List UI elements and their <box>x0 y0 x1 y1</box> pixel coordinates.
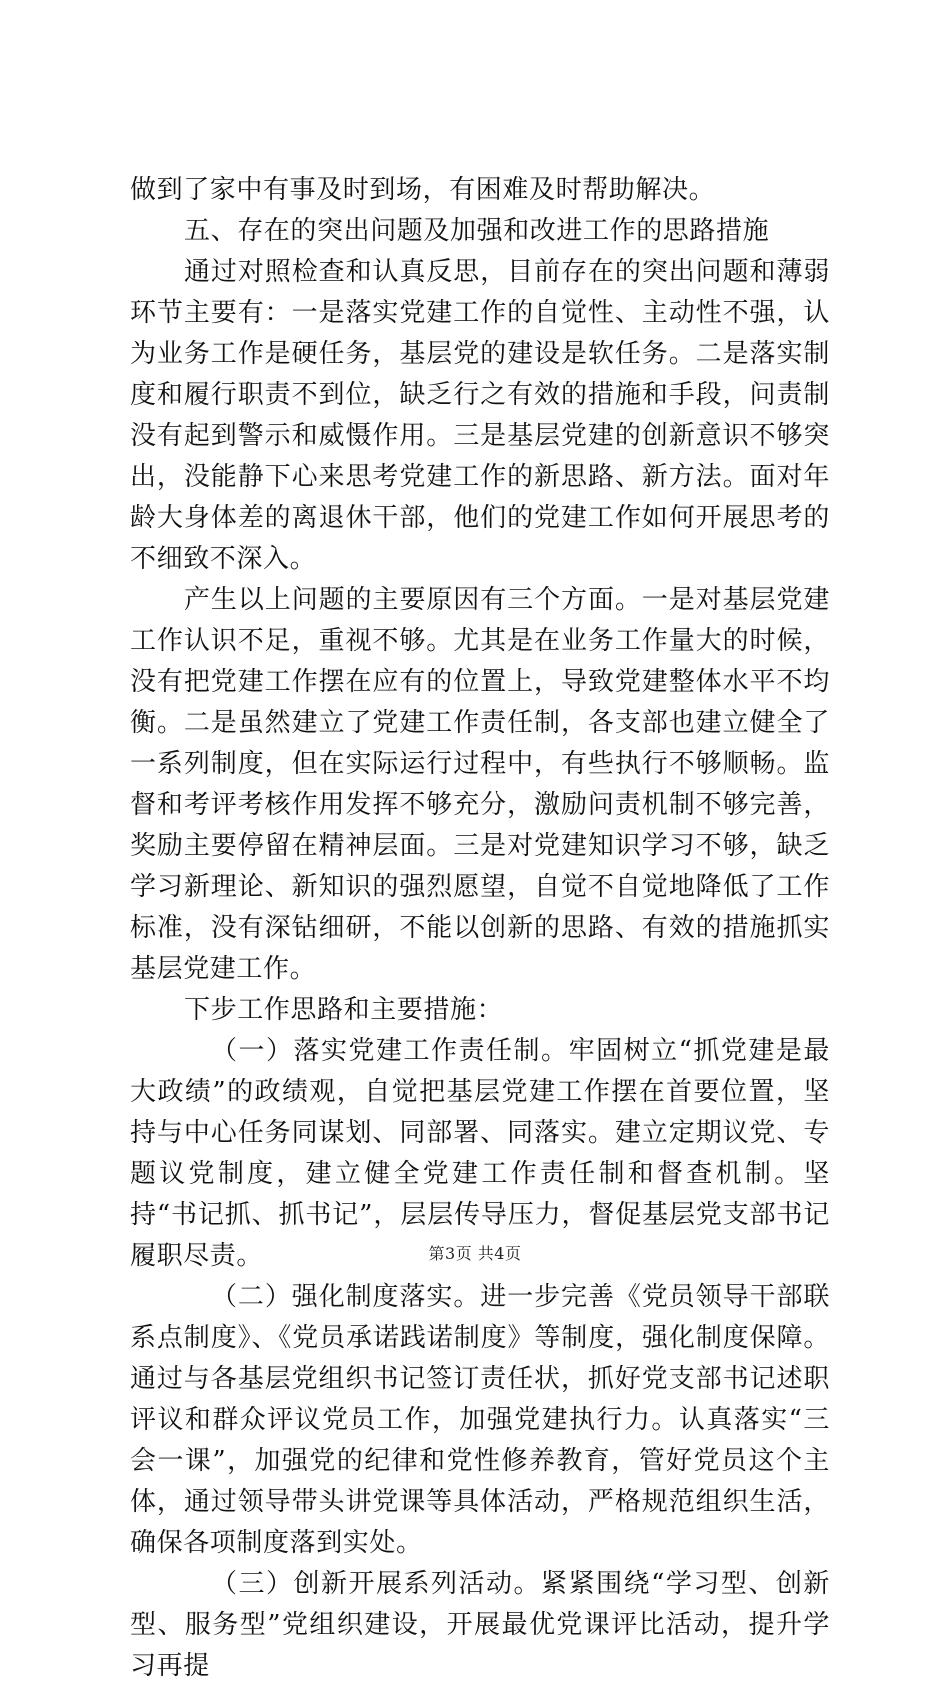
paragraph-continuation: 做到了家中有事及时到场，有困难及时帮助解决。 <box>130 175 716 205</box>
paragraph-measure-2: （二）强化制度落实。进一步完善《党员领导干部联系点制度》、《党员承诺践诺制度》等制度，强化制度保障。通过与各基层党组织书记签订责任状，抓好党支部书记述职评议和群众评议党员工作，加强党建执行力。认真落实“三会一课”，加强党的纪律和党性修养教育，管好党员这个主体，通过领导带头讲党课等具体活动，严格规范组织生活，确保各项制度落到实处。 <box>130 1282 830 1558</box>
paragraph-problems: 通过对照检查和认真反思，目前存在的突出问题和薄弱环节主要有：一是落实党建工作的自觉性、主动性不强，认为业务工作是硬任务，基层党的建设是软任务。二是落实制度和履行职责不到位，缺乏行之有效的措施和手段，问责制没有起到警示和威慑作用。三是基层党建的创新意识不够突出，没能静下心来思考党建工作的新思路、新方法。面对年龄大身体差的离退休干部，他们的党建工作如何开展思考的不细致不深入。 <box>130 257 830 574</box>
section-heading: 五、存在的突出问题及加强和改进工作的思路措施 <box>184 216 770 246</box>
document-body <box>130 170 830 1687</box>
page-footer: 第3页 共4页 <box>428 1244 522 1263</box>
paragraph-measure-3: （三）创新开展系列活动。紧紧围绕“学习型、创新型、服务型”党组织建设，开展最优党课评比活动，提升学习再提 <box>130 1569 830 1681</box>
paragraph-next-steps-intro: 下步工作思路和主要措施： <box>184 995 504 1025</box>
paragraph-causes: 产生以上问题的主要原因有三个方面。一是对基层党建工作认识不足，重视不够。尤其是在业务工作量大的时候，没有把党建工作摆在应有的位置上，导致党建整体水平不均衡。二是虽然建立了党建工作责任制，各支部也建立健全了一系列制度，但在实际运行过程中，有些执行不够顺畅。监督和考评考核作用发挥不够充分，激励问责机制不够完善，奖励主要停留在精神层面。三是对党建知识学习不够，缺乏学习新理论、新知识的强烈愿望，自觉不自觉地降低了工作标准，没有深钻细研，不能以创新的思路、有效的措施抓实基层党建工作。 <box>130 585 830 984</box>
paragraph-measure-1: （一）落实党建工作责任制。牢固树立“抓党建是最大政绩”的政绩观，自觉把基层党建工作摆在首要位置，坚持与中心任务同谋划、同部署、同落实。建立定期议党、专题议党制度，建立健全党建工作责任制和督查机制。坚持“书记抓、抓书记”，层层传导压力，督促基层党支部书记履职尽责。 <box>130 1036 830 1271</box>
